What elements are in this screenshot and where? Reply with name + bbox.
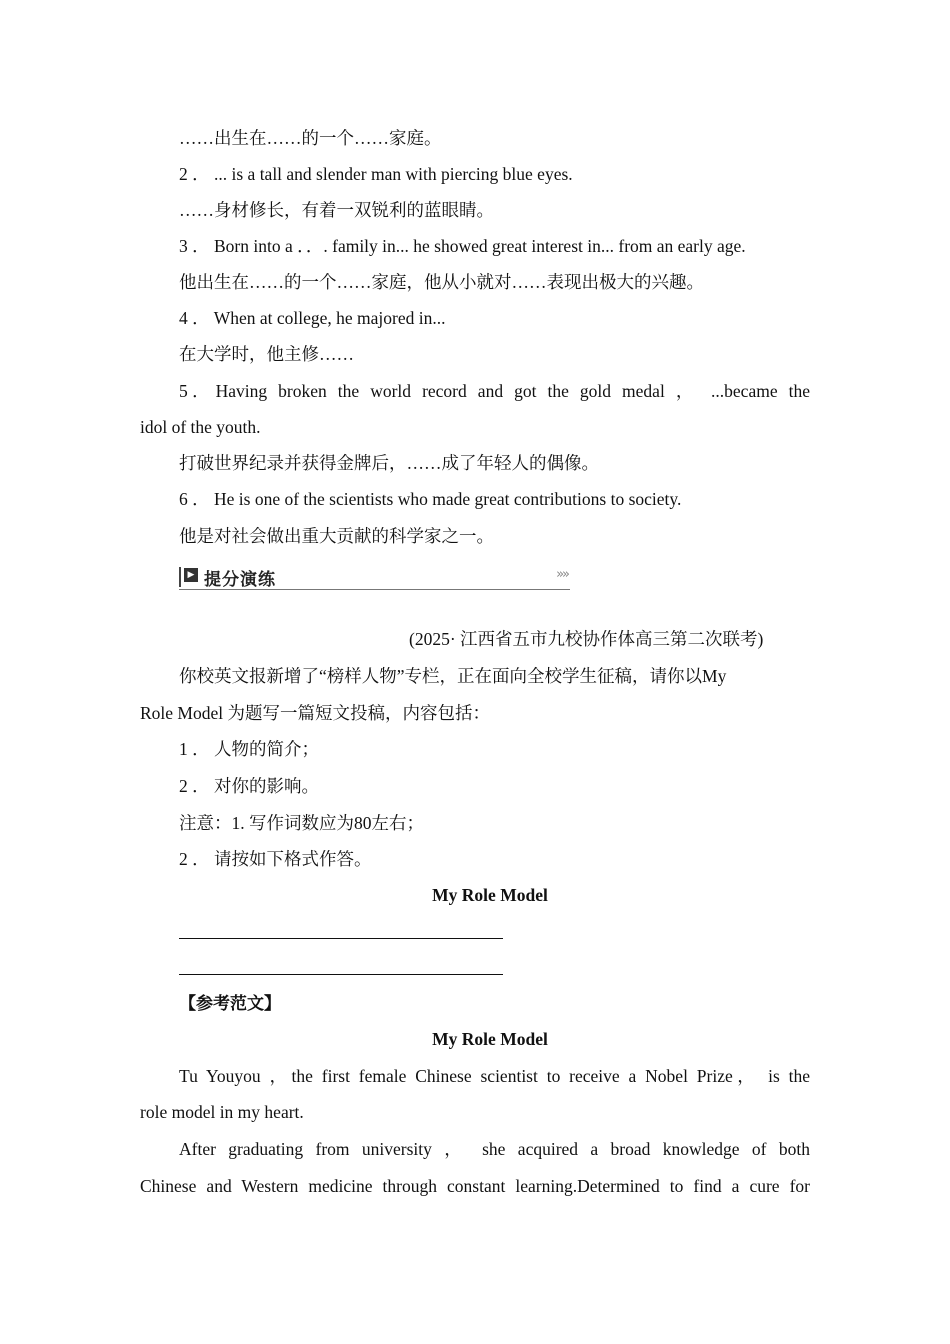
sample-label: 【参考范文】 [179,994,281,1014]
phrase-6-text: He is one of the scientists who made great contributions to society. [214,489,682,509]
phrase-6-en [179,488,681,510]
phrase-3-en [179,235,746,257]
task-source: (2025· 江西省五市九校协作体高三第二次联考) [409,629,764,649]
sample-p1-line2: role model in my heart. [140,1102,304,1122]
task-title: My Role Model [432,885,548,905]
sample-p2-line1: After graduating from university ， she acquired a broad knowledge of both [179,1139,810,1159]
phrase-2-cn: ……身材修长，有着一双锐利的蓝眼睛。 [179,200,494,220]
task-point-1: 1 ． 人物的简介； [179,739,319,759]
phrase-3-num: 3 ． [179,236,210,256]
phrase-2-num: 2 ． [179,164,210,184]
phrase-3-text: Born into a ．．. family in... he showed great interest in... from an early age. [214,236,746,256]
phrase-5-en-line1 [179,380,810,402]
phrase-6-num: 6 ． [179,489,210,509]
task-intro-line2: Role Model 为题写一篇短文投稿，内容包括： [140,703,490,723]
sample-title: My Role Model [432,1029,548,1049]
phrase-4-text: When at college, he majored in... [213,308,446,328]
task-note-1: 注意：1. 写作词数应为80左右； [179,813,424,833]
phrase-1-cn: ……出生在……的一个……家庭。 [179,128,442,148]
phrase-4-en [179,307,445,329]
task-intro-line1: 你校英文报新增了“榜样人物”专栏，正在面向全校学生征稿，请你以My [179,666,727,686]
phrase-2-en [179,163,573,185]
phrase-2-text: ... is a tall and slender man with piercing blue eyes. [214,164,573,184]
practice-banner [179,563,570,590]
banner-left-bar [179,567,181,587]
banner-title: 提分演练 [204,570,276,590]
answer-blank-line-2 [179,974,503,975]
play-icon: ▶ [184,568,198,582]
task-note-2: 2 ． 请按如下格式作答。 [179,849,372,869]
sample-p2-line2: Chinese and Western medicine through constant learning.Determined to find a cure for [140,1176,810,1196]
double-chevron-icon: »» [556,567,568,582]
phrase-5-text: Having broken the world record and got the gold medal ， ...became the [215,381,810,401]
sample-p1-line1: Tu Youyou ，the first female Chinese scientist to receive a Nobel Prize， is the [179,1066,810,1086]
phrase-3-cn: 他出生在……的一个……家庭，他从小就对……表现出极大的兴趣。 [179,272,704,292]
task-point-2: 2 ． 对你的影响。 [179,776,319,796]
phrase-6-cn: 他是对社会做出重大贡献的科学家之一。 [179,526,494,546]
phrase-4-num: 4 ． [179,308,210,328]
phrase-5-en-line2: idol of the youth. [140,417,261,437]
phrase-5-cn: 打破世界纪录并获得金牌后，……成了年轻人的偶像。 [179,453,599,473]
phrase-4-cn: 在大学时，他主修…… [179,344,354,364]
answer-blank-line-1 [179,938,503,939]
phrase-5-num: 5 ． [179,381,210,401]
